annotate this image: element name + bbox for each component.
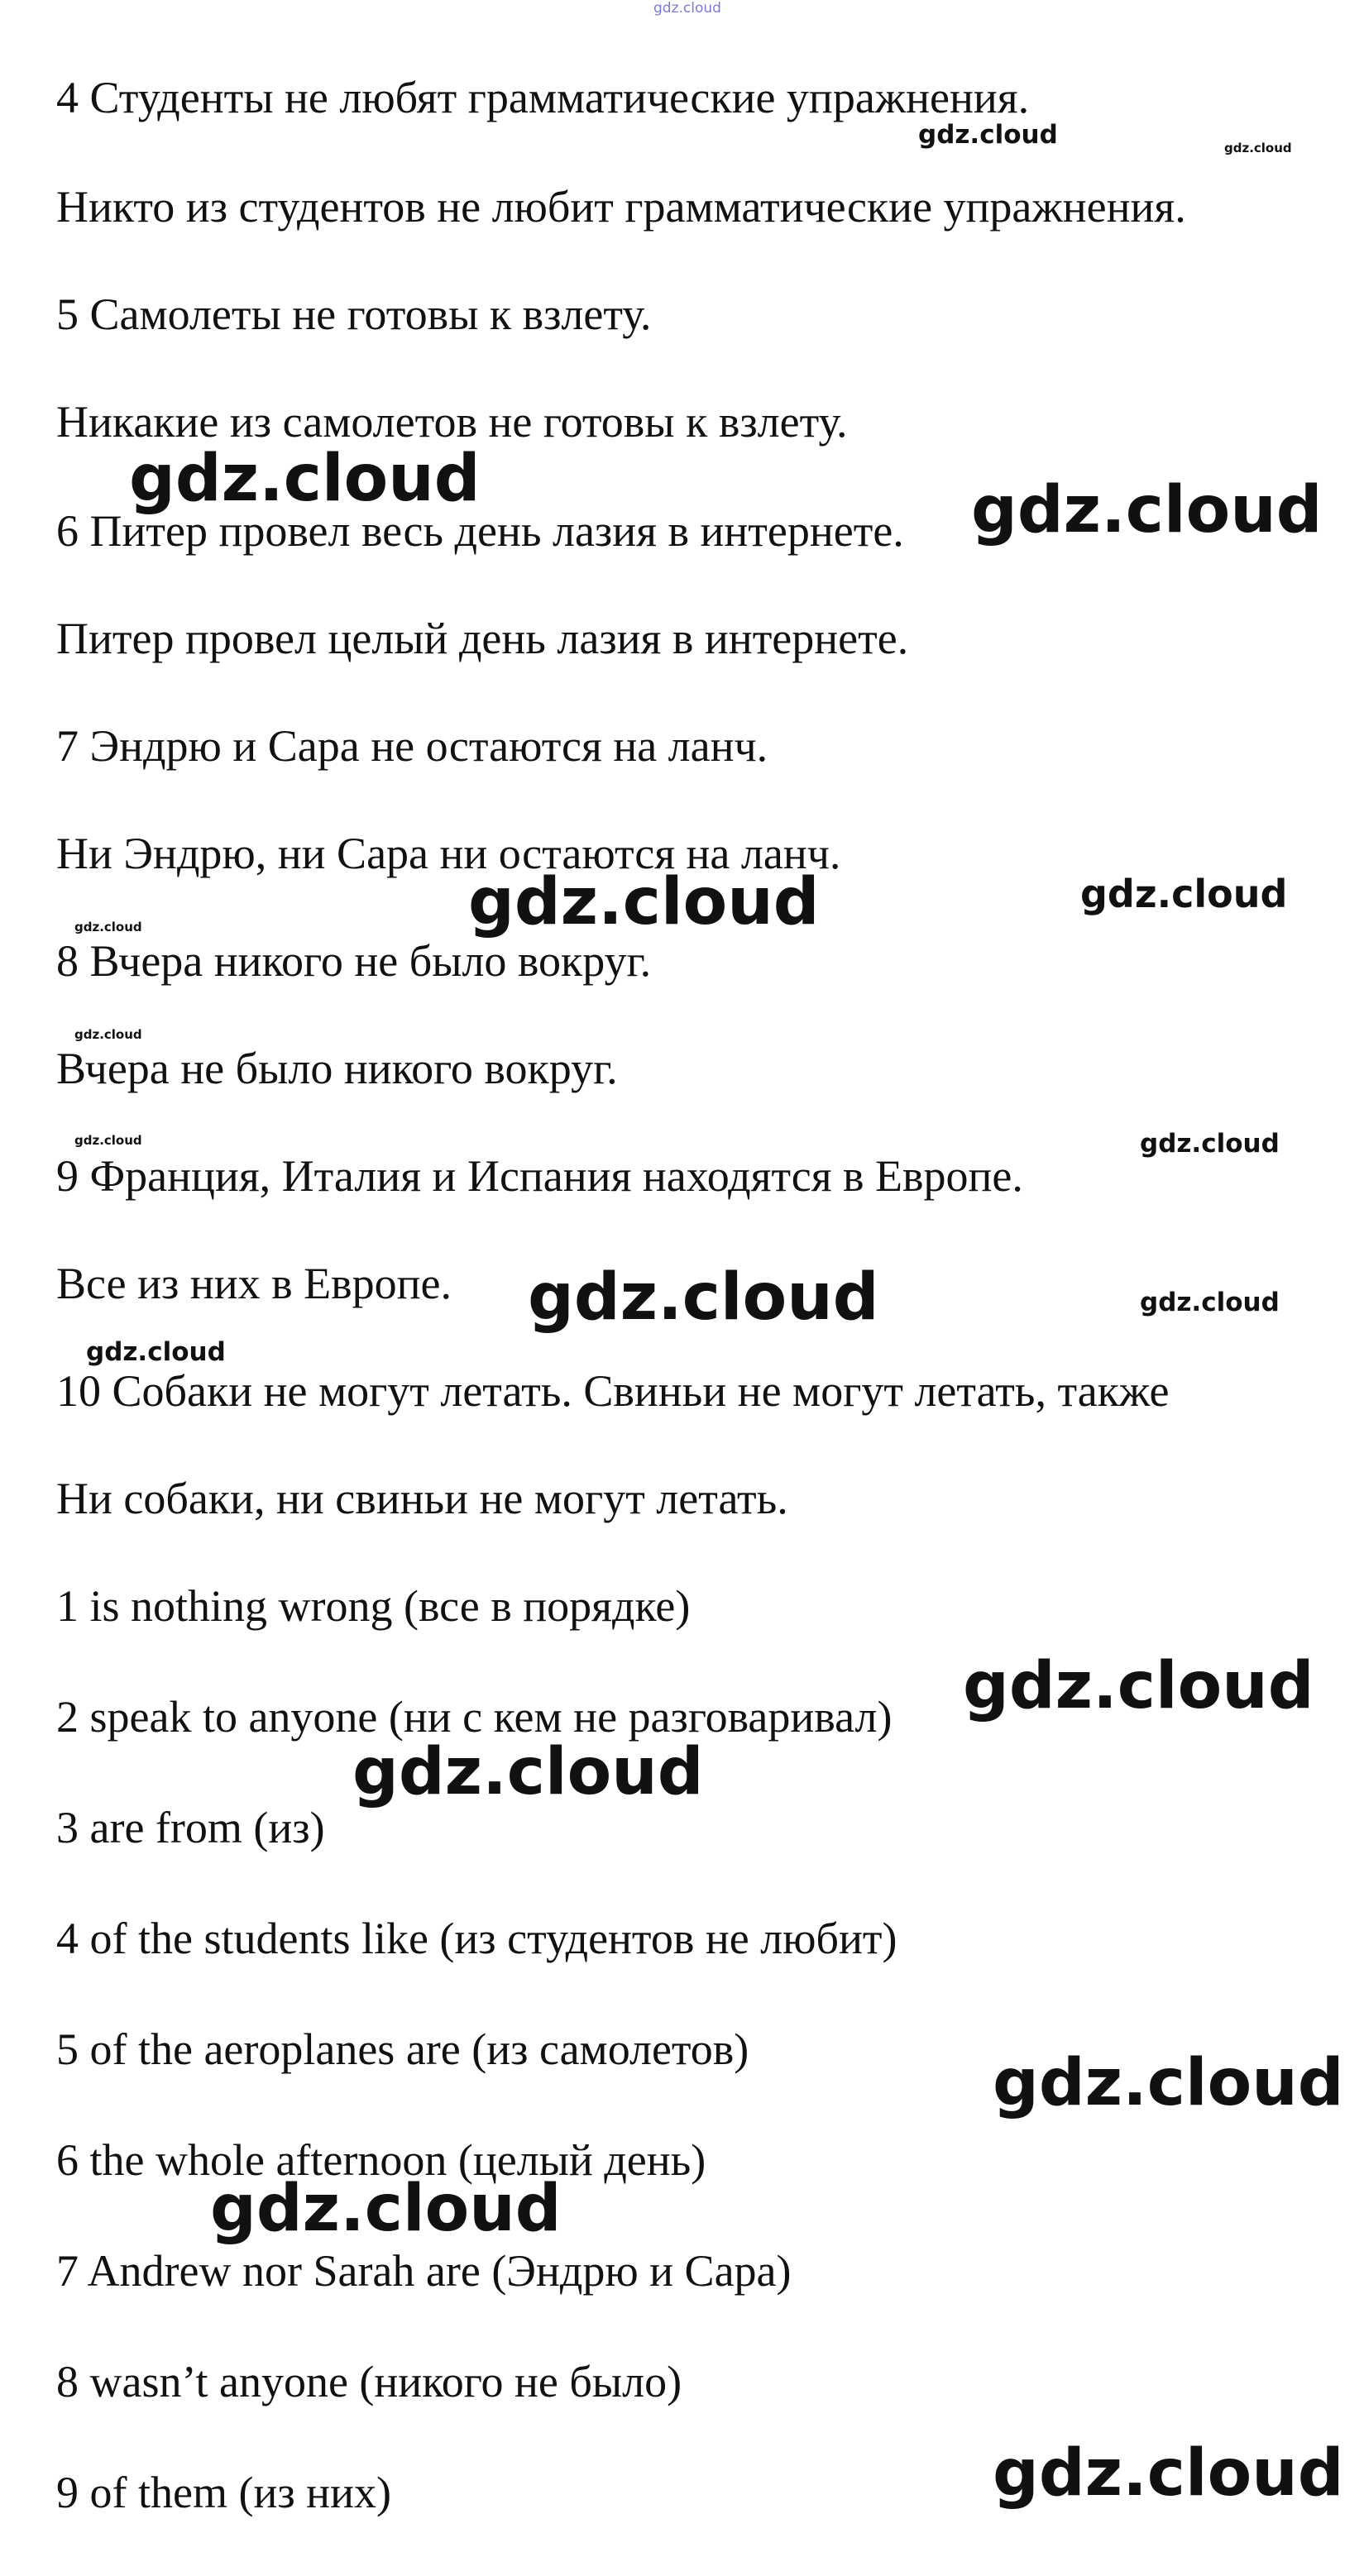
- watermark: gdz.cloud: [468, 865, 820, 939]
- text-line: Никто из студентов не любит грамматические упражнения.: [56, 182, 1186, 232]
- watermark: gdz.cloud: [993, 2436, 1344, 2511]
- watermark: gdz.cloud: [129, 442, 481, 516]
- watermark: gdz.cloud: [528, 1260, 879, 1335]
- text-line: Никакие из самолетов не готовы к взлету.: [56, 397, 848, 447]
- text-line: Ни собаки, ни свиньи не могут летать.: [56, 1474, 788, 1523]
- text-line: Ни Эндрю, ни Сара ни остаются на ланч.: [56, 829, 841, 878]
- text-line: 1 is nothing wrong (все в порядке): [56, 1581, 691, 1631]
- text-line: Вчера не было никого вокруг.: [56, 1044, 618, 1093]
- text-line: 7 Эндрю и Сара не остаются на ланч.: [56, 721, 768, 771]
- watermark: gdz.cloud: [210, 2172, 562, 2246]
- text-line: 9 of them (из них): [56, 2468, 391, 2517]
- text-line: 5 Самолеты не готовы к взлету.: [56, 289, 652, 339]
- watermark: gdz.cloud: [653, 0, 721, 17]
- watermark: gdz.cloud: [1140, 1288, 1280, 1317]
- text-line: 4 Студенты не любят грамматические упражнения.: [56, 73, 1030, 122]
- text-line: 9 Франция, Италия и Испания находятся в Европе.: [56, 1151, 1023, 1201]
- text-line: 6 Питер провел весь день лазия в интернете.: [56, 506, 904, 556]
- watermark: gdz.cloud: [352, 1735, 704, 1809]
- text-line: 6 the whole afternoon (целый день): [56, 2135, 706, 2185]
- text-line: 2 speak to anyone (ни с кем не разговаривал): [56, 1692, 893, 1742]
- watermark: gdz.cloud: [1140, 1129, 1280, 1159]
- watermark: gdz.cloud: [971, 473, 1323, 547]
- watermark: gdz.cloud: [918, 120, 1058, 150]
- watermark: gdz.cloud: [74, 1027, 142, 1042]
- text-line: 7 Andrew nor Sarah are (Эндрю и Сара): [56, 2246, 792, 2296]
- watermark: gdz.cloud: [74, 920, 142, 934]
- watermark: gdz.cloud: [963, 1649, 1314, 1723]
- text-line: Все из них в Европе.: [56, 1259, 452, 1308]
- watermark: gdz.cloud: [993, 2046, 1344, 2120]
- watermark: gdz.cloud: [1080, 872, 1288, 916]
- watermark: gdz.cloud: [1224, 141, 1292, 155]
- watermark: gdz.cloud: [74, 1133, 142, 1148]
- watermark: gdz.cloud: [86, 1337, 226, 1367]
- text-line: 8 Вчера никого не было вокруг.: [56, 936, 652, 986]
- text-line: 8 wasn’t anyone (никого не было): [56, 2357, 682, 2406]
- text-line: Питер провел целый день лазия в интернете.: [56, 614, 909, 663]
- text-line: 5 of the aeroplanes are (из самолетов): [56, 2024, 749, 2074]
- text-line: 3 are from (из): [56, 1803, 325, 1852]
- text-line: 4 of the students like (из студентов не любит): [56, 1914, 897, 1963]
- text-line: 10 Собаки не могут летать. Свиньи не могут летать, также: [56, 1366, 1170, 1416]
